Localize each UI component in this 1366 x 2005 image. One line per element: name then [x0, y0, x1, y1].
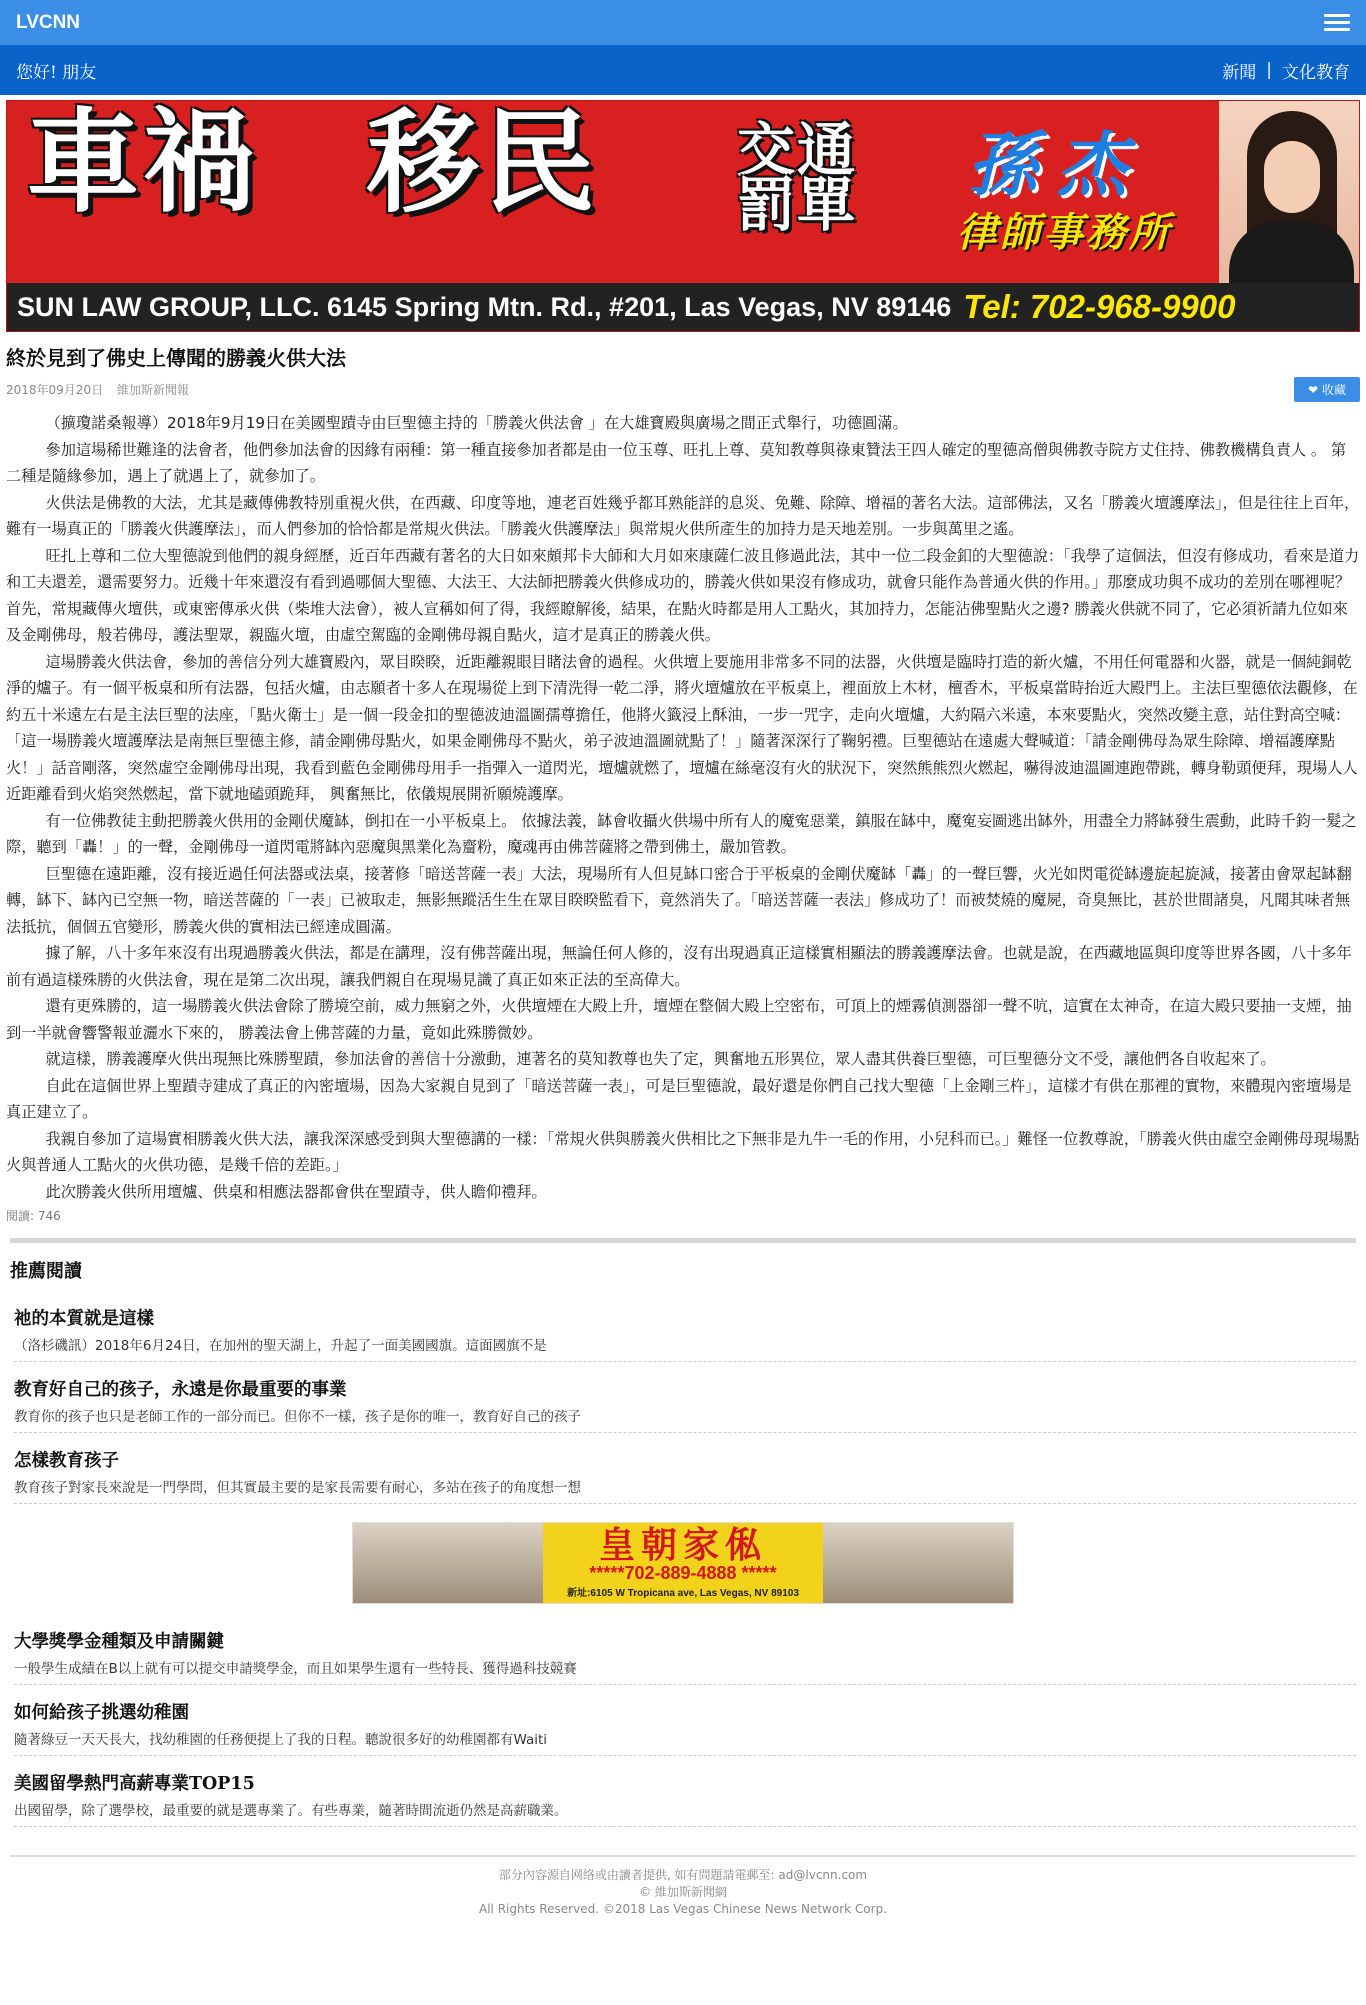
read-count: 閱讀: 746 [6, 1209, 61, 1223]
ad-lawyer-name: 孫杰 [967, 123, 1147, 206]
article-paragraph: 旺扎上尊和二位大聖德說到他們的親身經歷，近百年西藏有著名的大日如來頗邦卡大師和大月如來康薩仁波且修過此法，其中一位二段金釦的大聖德說：「我學了這個法，但沒有修成功，看來是道力和工夫還差，還需要努力。近幾十年來還沒有看到過哪個大聖德、大法王、大法師把勝義火供修成功的，勝義火供如果沒有修成功，就會只能作為普通火供的作用。」那麼成功與不成功的差別在哪裡呢？ 首先，常規藏傳火壇供，或東密傳承火供（柴堆大法會），被人宣稱如何了得，我經瞭解後，結果，在點火時都是用人工點火，其加持力，怎能沾佛聖點火之邊? 勝義火供就不同了，它必須祈請九位如來及金剛佛母，般若佛母，護法聖眾，親臨火壇，由虛空駕臨的金剛佛母親自點火，這才是真正的勝義火供。 [6, 546, 1360, 644]
article [0, 342, 1366, 1224]
ad-text-traffic-ticket [737, 116, 858, 240]
article-paragraph: 火供法是佛教的大法，尤其是藏傳佛教特別重視火供，在西藏、印度等地，連老百姓幾乎都耳熟能詳的息災、免難、除障、增福的著名大法。這部佛法，又名「勝義火壇護摩法」，但是往往上百年，難有一場真正的「勝義火供護摩法」，而人們參加的恰恰都是常規火供法。「勝義火供護摩法」與常規火供所產生的加持力是天地差別。一步與萬里之遙。 [6, 493, 1360, 538]
recommend-item[interactable] [14, 1693, 1356, 1756]
article-paragraph: 據了解，八十多年來沒有出現過勝義火供法，都是在講理，沒有佛菩薩出現，無論任何人修的，沒有出現過真正這樣實相顯法的勝義護摩法會。也就是說，在西藏地區與印度等世界各國，八十多年前有過這樣殊勝的火供法會，現在是第二次出現，讓我們親自在現場見識了真正如來正法的至高偉大。 [6, 944, 1352, 989]
ad-phone: Tel: 702-968-9900 [963, 288, 1236, 325]
footer-divider [10, 1855, 1356, 1857]
ad-furniture-photo-left [353, 1523, 543, 1603]
article-body [6, 410, 1360, 1205]
recommend-item-summary: 一般學生成績在B以上就有可以提交申請獎學金，而且如果學生還有一些特長、獲得過科技競賽 [14, 1661, 577, 1677]
heart-icon: ❤ [1308, 383, 1319, 397]
recommend-item-summary: 隨著綠豆一天天長大，找幼稚園的任務便提上了我的日程。聽說很多好的幼稚園都有Waiti [14, 1732, 548, 1748]
recommend-item-summary: 出國留學，除了選學校，最重要的就是選專業了。有些專業，隨著時間流逝仍然是高薪職業。 [14, 1803, 568, 1819]
ad-text-ticket: 罰單 [737, 171, 858, 240]
nav-link-culture-education[interactable]: 文化教育 [1282, 62, 1350, 83]
recommend-item[interactable] [14, 1299, 1356, 1362]
recommend-item-title[interactable]: 教育好自己的孩子，永遠是你最重要的事業 [14, 1380, 347, 1400]
recommend-item-summary: 教育孩子對家長來說是一門學問，但其實最主要的是家長需要有耐心，多站在孩子的角度想一想 [14, 1480, 581, 1496]
sub-nav-bar [0, 45, 1366, 95]
ad-text-immigration: 移民 [367, 100, 599, 228]
recommend-heading: 推薦閱讀 [10, 1261, 82, 1282]
article-paragraph: 有一位佛教徒主動把勝義火供用的金剛伏魔缽，倒扣在一小平板桌上。 依據法義，缽會收攝火供場中所有人的魔寃惡業，鎮服在缽中，魔寃妄圖逃出缽外，用盡全力將缽發生震動，此時千鈞一髮之際，聽到「轟！」的一聲，金剛佛母一道閃電將缽內惡魔與黑業化為齏粉，魔魂再由佛菩薩將之帶到佛土，嚴加管教。 [6, 811, 1357, 856]
furniture-ad-banner[interactable] [352, 1522, 1014, 1604]
site-logo[interactable]: LVCNN [16, 11, 81, 33]
recommend-item-title[interactable]: 怎樣教育孩子 [14, 1451, 119, 1471]
article-paragraph: （擴瓊諾桑報導）2018年9月19日在美國聖蹟寺由巨聖德主持的「勝義火供法會 」在大雄寶殿與廣場之間正式舉行，功德圓滿。 [45, 414, 908, 432]
ad-address: SUN LAW GROUP, LLC. 6145 Spring Mtn. Rd., #201, Las Vegas, NV 89146 [17, 291, 952, 322]
ad-furniture-name: 皇朝家俬 [598, 1524, 767, 1566]
article-source[interactable]: 維加斯新聞報 [116, 383, 189, 397]
article-date: 2018年09月20日 [6, 383, 104, 397]
top-bar [0, 0, 1366, 45]
recommend-item[interactable] [14, 1370, 1356, 1433]
footer [0, 1867, 1366, 1918]
ad-text-accident: 車禍 [27, 100, 259, 228]
favorite-label: 收藏 [1321, 383, 1346, 397]
recommend-item[interactable] [14, 1441, 1356, 1504]
recommend-item[interactable] [14, 1764, 1356, 1827]
recommend-item-title[interactable]: 如何給孩子挑選幼稚園 [14, 1703, 189, 1723]
section-divider [10, 1238, 1356, 1243]
article-paragraph: 自此在這個世界上聖蹟寺建成了真正的內密壇場，因為大家親自見到了「暗送菩薩一表」，可是巨聖德說，最好還是你們自己找大聖德「上金剛三杵」，這樣才有供在那裡的實物，來體現內密壇場是真正建立了。 [6, 1076, 1352, 1121]
recommend-item-title[interactable]: 祂的本質就是這樣 [14, 1309, 154, 1329]
footer-copyright: All Rights Reserved. ©2018 Las Vegas Chinese News Network Corp. [479, 1902, 887, 1916]
nav-link-news[interactable]: 新聞 [1222, 62, 1257, 83]
article-paragraph: 還有更殊勝的，這一場勝義火供法會除了勝境空前，威力無窮之外，火供壇煙在大殿上升，壇煙在整個大殿上空密布，可頂上的煙霧偵測器卻一聲不吭，這實在太神奇，在這大殿只要抽一支煙，抽到一半就會響警報並灑水下來的， 勝義法會上佛菩薩的力量，竟如此殊勝微妙。 [6, 997, 1352, 1042]
footer-contact: 部分內容源自网络或由讀者提供, 如有問題請電郵至: ad@lvcnn.com [498, 1868, 868, 1882]
article-paragraph: 這場勝義火供法會，參加的善信分列大雄寶殿內，眾目睽睽，近距離親眼目睹法會的過程。火供壇上要施用非常多不同的法器，火供壇是臨時打造的新火爐，不用任何電器和火器，就是一個純銅乾淨的爐子。有一個平板桌和所有法器，包括火爐，由志願者十多人在現場從上到下清洗得一乾二淨，將火壇爐放在平板桌上，裡面放上木材，檀香木，平板桌當時抬近大殿門上。主法巨聖德依法觀修，在約五十米遠左右是主法巨聖的法座，「點火衛士」是一個一段金扣的聖德波迪溫圖孺尊擔任，他將火籤浸上酥油，一步一咒字，走向火壇爐，大約隔六米遠，本來要點火，突然改變主意，站住對高空喊：「這一場勝義火壇護摩法是南無巨聖德主修，請金剛佛母點火，如果金剛佛母不點火，弟子波迪溫圖就點了！」隨著深深行了鞠躬禮。巨聖德站在遠處大聲喊道：「請金剛佛母為眾生除障、增福護摩點火！」話音剛落，突然虛空金剛佛母出現，我看到藍色金剛佛母用手一指彈入一道閃光，壇爐就燃了，壇爐在絲毫沒有火的狀況下，突然熊熊烈火燃起，嚇得波迪溫圖連跑帶跳，轉身勒頭便拜，現場人人近距離看到火焰突然燃起，當下就地磕頭跪拜， 興奮無比，依儀規展開祈願燒護摩。 [6, 652, 1358, 803]
ad-furniture-address: 新址:6105 W Tropicana ave, Las Vegas, NV 89103 [567, 1588, 799, 1599]
law-firm-ad-banner[interactable] [6, 100, 1360, 332]
lawyer-photo [1219, 101, 1359, 283]
article-meta-row [6, 377, 1360, 402]
ad-firm-label: 律師事務所 [957, 209, 1172, 256]
ad-text-traffic: 交通 [737, 116, 858, 184]
article-paragraph: 參加這場稀世難逢的法會者，他們參加法會的因緣有兩種：第一種直接參加者都是由一位玉尊、旺扎上尊、莫知教尊與祿東贊法王四人確定的聖德高僧與佛教寺院方丈住持、佛教機構負責人 。 第二種是隨緣參加，遇上了就遇上了，就參加了。 [6, 440, 1347, 485]
article-paragraph: 巨聖德在遠距離，沒有接近過任何法器或法桌，接著修「暗送菩薩一表」大法，現場所有人但見缽口密合于平板桌的金剛伏魔缽「轟」的一聲巨響，火光如閃電從缽邊旋起旋減，接著由會眾起缽翻轉，缽下、缽內已空無一物，暗送菩薩的「一表」已被取走，無影無蹤活生生在眾目睽睽監看下，竟然消失了。「暗送菩薩一表法」修成功了！而被焚燒的魔屍，奇臭無比，甚於世間諸臭，凡聞其味者無法抵抗，個個五官變形，勝義火供的實相法已經達成圓滿。 [6, 864, 1352, 936]
footer-copyright-cn: © 維加斯新聞網 [639, 1885, 727, 1899]
recommend-item-summary: 教育你的孩子也只是老師工作的一部分而已。但你不一樣，孩子是你的唯一，教育好自己的孩子 [14, 1409, 581, 1425]
article-paragraph: 就這樣，勝義護摩火供出現無比殊勝聖蹟，參加法會的善信十分激動，連著名的莫知教尊也失了定，興奮地五形異位，眾人盡其供養巨聖德，可巨聖德分文不受，讓他們各自收起來了。 [45, 1050, 1276, 1068]
recommend-item-summary: （洛杉磯訊）2018年6月24日，在加州的聖天湖上，升起了一面美國國旗。這面國旗不是 [14, 1338, 547, 1354]
recommend-item-title[interactable]: 大學獎學金種類及申請關鍵 [14, 1632, 224, 1652]
article-meta [6, 381, 199, 398]
ad-furniture-photo-right [823, 1523, 1013, 1603]
recommend-item-title[interactable]: 美國留學熱門高薪專業TOP15 [14, 1774, 255, 1794]
recommend-item[interactable] [14, 1622, 1356, 1685]
article-title: 終於見到了佛史上傳聞的勝義火供大法 [6, 346, 346, 370]
article-paragraph: 此次勝義火供所用壇爐、供桌和相應法器都會供在聖蹟寺，供人瞻仰禮拜。 [45, 1182, 547, 1201]
nav-divider: | [1266, 60, 1272, 80]
ad-furniture-phone: *****702-889-4888 ***** [589, 1563, 777, 1583]
favorite-button[interactable] [1294, 377, 1360, 402]
ad-furniture-center [543, 1523, 823, 1603]
hamburger-menu-icon[interactable] [1324, 14, 1350, 31]
top-nav [1222, 58, 1350, 83]
greeting-text: 您好! 朋友 [16, 62, 97, 83]
ad-address-strip [7, 283, 1359, 331]
article-paragraph: 我親自參加了這場實相勝義火供大法，讓我深深感受到與大聖德講的一樣：「常規火供與勝義火供相比之下無非是九牛一毛的作用，小兒科而已。」難怪一位教尊說，「勝義火供由虛空金剛佛母現場點火與普通人工點火的火供功德，是幾千倍的差距。」 [6, 1129, 1360, 1174]
